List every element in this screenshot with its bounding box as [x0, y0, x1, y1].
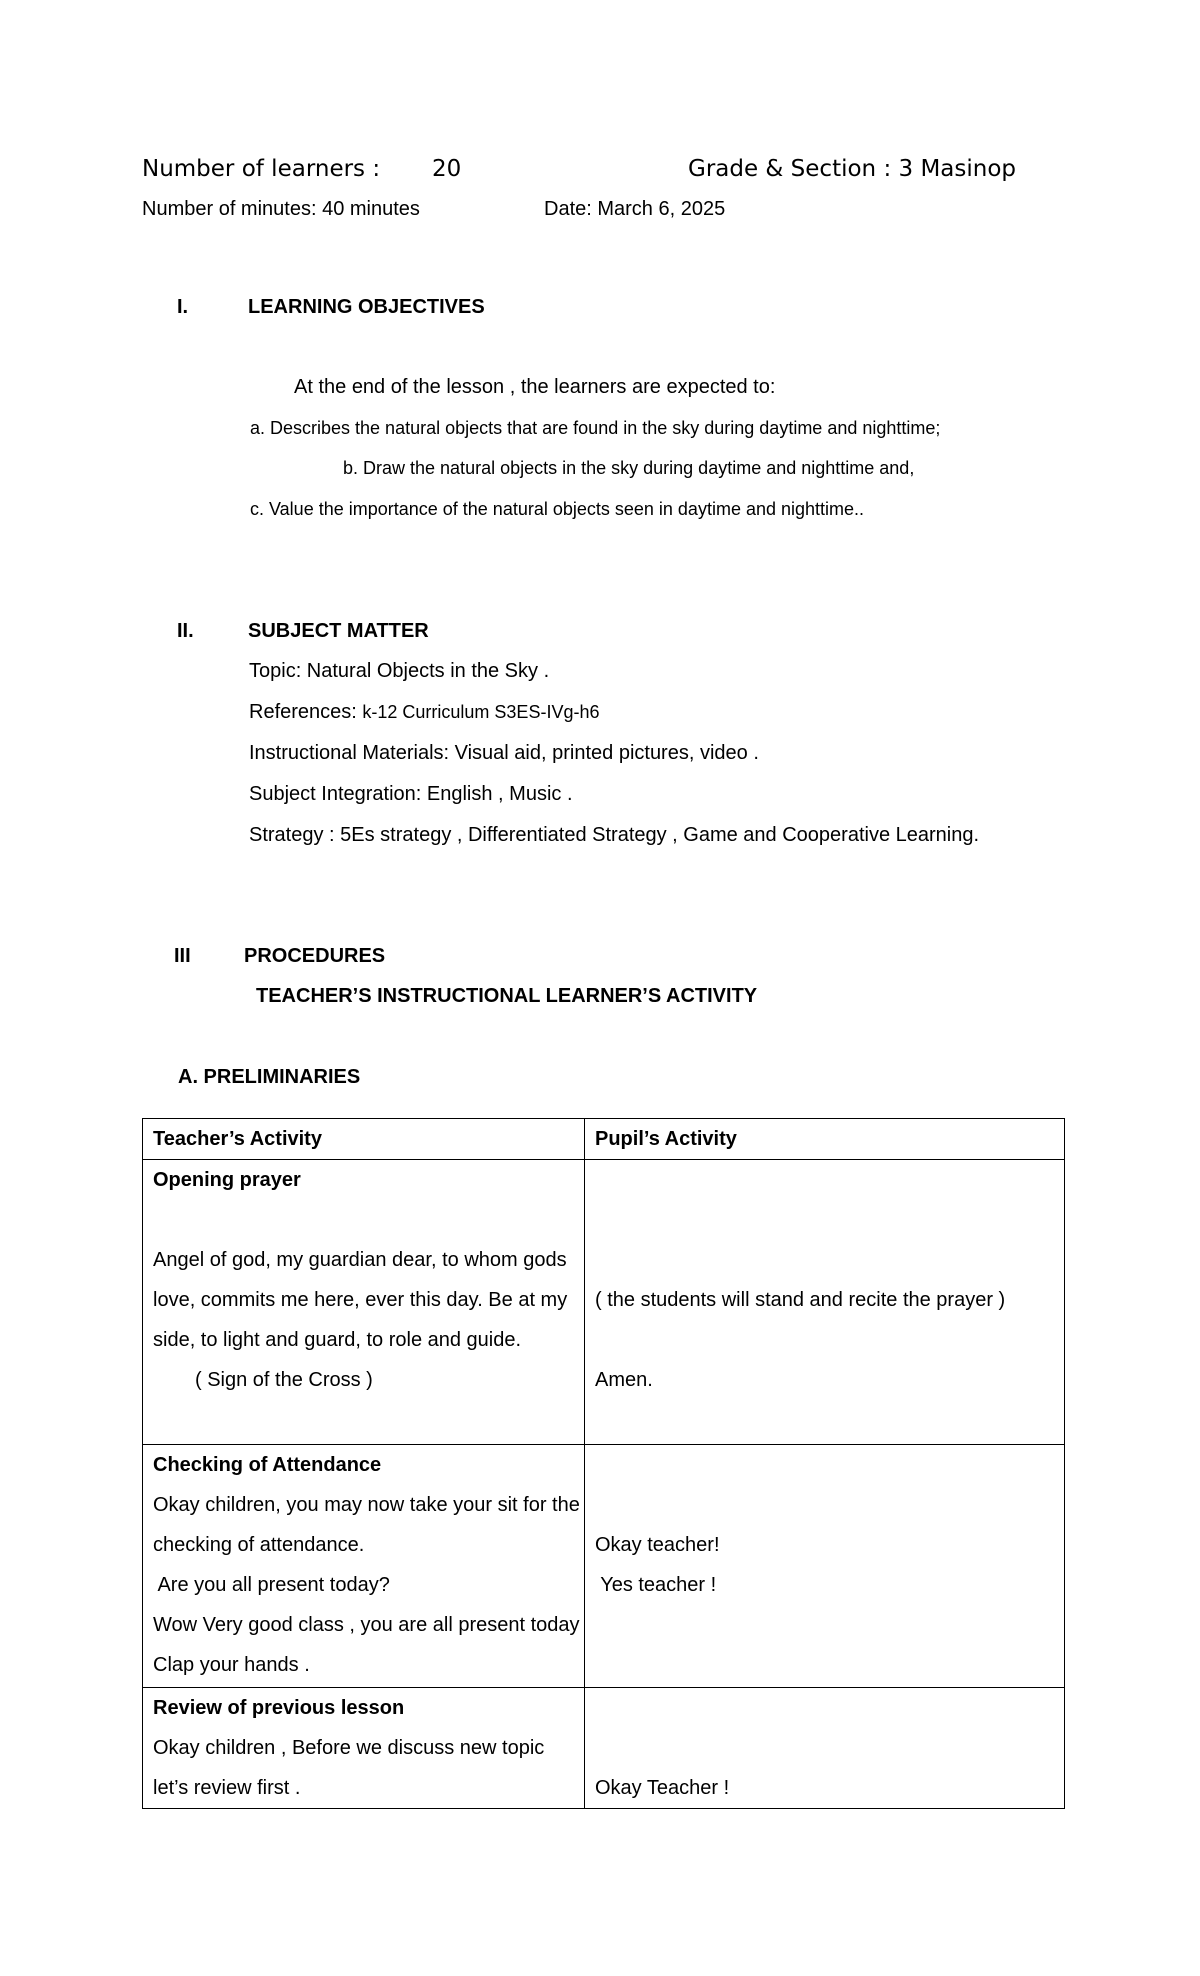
pupil-activity-header: Pupil’s Activity: [585, 1119, 1065, 1160]
objective-c: c. Value the importance of the natural objects seen in daytime and nighttime..: [250, 499, 865, 519]
preliminaries-heading: A. PRELIMINARIES: [178, 1066, 361, 1088]
minutes-text: Number of minutes: 40 minutes: [142, 198, 420, 220]
learners-label: Number of learners :: [142, 156, 381, 182]
review-pupil-cell: Okay Teacher !: [585, 1688, 1065, 1809]
procedures-table: [142, 1118, 1065, 1809]
table-header-row: [143, 1119, 1065, 1160]
materials-text: Instructional Materials: Visual aid, printed pictures, video .: [249, 742, 759, 764]
section3-numeral: III: [174, 945, 191, 967]
section1-numeral: I.: [177, 296, 189, 318]
references-label: References:: [249, 701, 363, 723]
review-teacher-cell: Review of previous lesson Okay children , Before we discuss new topic let’s review first .: [143, 1688, 585, 1809]
learners-value: 20: [432, 156, 462, 182]
table-row: [143, 1688, 1065, 1809]
procedures-subtitle: TEACHER’S INSTRUCTIONAL LEARNER’S ACTIVITY: [256, 985, 758, 1007]
objective-a: a. Describes the natural objects that are found in the sky during daytime and nighttime;: [250, 418, 941, 438]
teacher-activity-header: Teacher’s Activity: [143, 1119, 585, 1160]
date-text: Date: March 6, 2025: [544, 198, 726, 220]
attendance-pupil-cell: Okay teacher! Yes teacher !: [585, 1445, 1065, 1688]
attendance-teacher-cell: Checking of Attendance Okay children, you may now take your sit for the checking of attendance. Are you all present today? Wow Very good class , you are all present today Clap your hands .: [143, 1445, 585, 1688]
topic-text: Topic: Natural Objects in the Sky .: [249, 660, 550, 682]
objective-b: b. Draw the natural objects in the sky during daytime and nighttime and,: [343, 458, 915, 478]
strategy-text: Strategy : 5Es strategy , Differentiated Strategy , Game and Cooperative Learning.: [249, 824, 980, 846]
references-text: [249, 701, 599, 724]
section2-numeral: II.: [177, 620, 194, 642]
attendance-heading: Checking of Attendance: [153, 1454, 382, 1476]
table-row: [143, 1160, 1065, 1445]
integration-text: Subject Integration: English , Music .: [249, 783, 573, 805]
grade-section: Grade & Section : 3 Masinop: [688, 156, 1017, 182]
prayer-heading: Opening prayer: [153, 1169, 301, 1191]
section2-title: SUBJECT MATTER: [248, 620, 429, 642]
references-value: k-12 Curriculum S3ES-IVg-h6: [362, 702, 600, 722]
review-heading: Review of previous lesson: [153, 1697, 405, 1719]
section1-title: LEARNING OBJECTIVES: [248, 296, 485, 318]
section3-title: PROCEDURES: [244, 945, 386, 967]
objectives-intro: At the end of the lesson , the learners are expected to:: [294, 376, 776, 398]
prayer-pupil-cell: ( the students will stand and recite the prayer ) Amen.: [585, 1160, 1065, 1445]
table-row: [143, 1445, 1065, 1688]
prayer-teacher-cell: Opening prayer Angel of god, my guardian dear, to whom gods love, commits me here, ever this day. Be at my side, to light and guard, to role and guide. ( Sign of the Cross ): [143, 1160, 585, 1445]
